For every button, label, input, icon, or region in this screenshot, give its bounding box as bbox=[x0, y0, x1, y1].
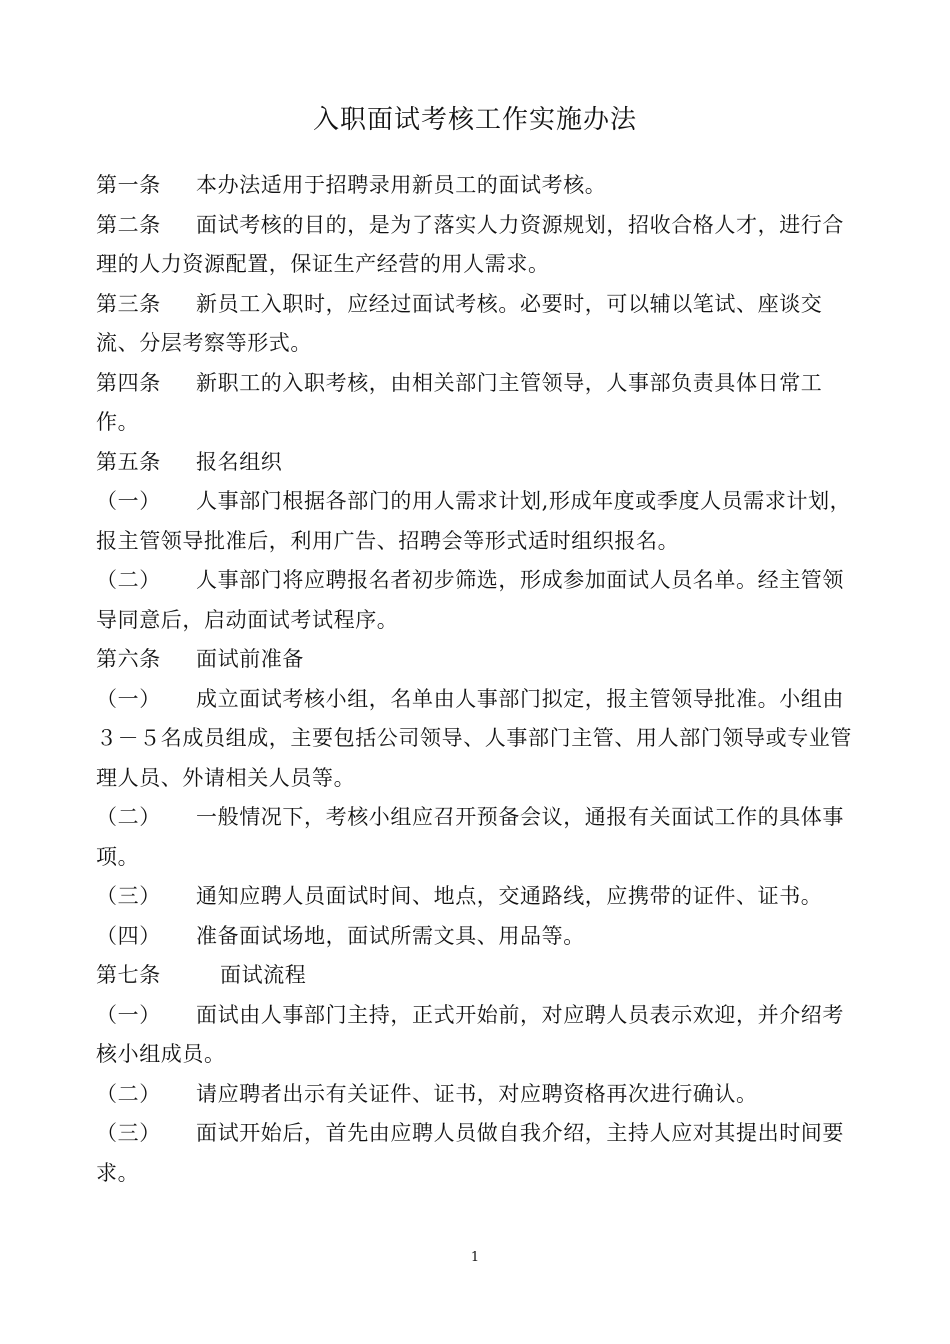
article-text: 面试考核的目的，是为了落实人力资源规划，招收合格人才，进行合理的人力资源配置，保证生产经营的用人需求。 bbox=[96, 212, 844, 276]
clause-6-4 bbox=[96, 917, 858, 957]
article-label: 第三条 bbox=[96, 291, 161, 316]
clause-text: 通知应聘人员面试时间、地点，交通路线，应携带的证件、证书。 bbox=[196, 884, 823, 908]
clause-text: 人事部门将应聘报名者初步筛选，形成参加面试人员名单。经主管领导同意后，启动面试考试程序。 bbox=[96, 568, 844, 632]
article-text: 新员工入职时，应经过面试考核。必要时，可以辅以笔试、座谈交流、分层考察等形式。 bbox=[96, 291, 823, 355]
document-body bbox=[96, 166, 858, 1193]
article-7 bbox=[96, 956, 858, 996]
article-label: 第六条 bbox=[96, 647, 161, 671]
clause-6-1 bbox=[96, 680, 858, 799]
clause-text: 准备面试场地，面试所需文具、用品等。 bbox=[196, 923, 585, 948]
clause-text: 人事部门根据各部门的用人需求计划,形成年度或季度人员需求计划，报主管领导批准后，利用广告、招聘会等形式适时组织报名。 bbox=[96, 489, 852, 553]
clause-text: 面试开始后，首先由应聘人员做自我介绍，主持人应对其提出时间要求。 bbox=[96, 1121, 844, 1185]
article-1 bbox=[96, 166, 858, 206]
article-text: 报名组织 bbox=[196, 449, 283, 474]
clause-7-3 bbox=[96, 1114, 858, 1193]
clause-label: （二） bbox=[96, 568, 161, 592]
clause-label: （一） bbox=[96, 686, 161, 711]
article-label: 第二条 bbox=[96, 212, 161, 237]
clause-text: 一般情况下，考核小组应召开预备会议，通报有关面试工作的具体事项。 bbox=[96, 805, 844, 869]
clause-7-2 bbox=[96, 1075, 858, 1115]
clause-text: 请应聘者出示有关证件、证书，对应聘资格再次进行确认。 bbox=[196, 1081, 758, 1106]
clause-label: （一） bbox=[96, 1002, 161, 1027]
article-label: 第五条 bbox=[96, 449, 161, 474]
clause-text: 面试由人事部门主持，正式开始前，对应聘人员表示欢迎，并介绍考核小组成员。 bbox=[96, 1002, 844, 1066]
clause-label: （一） bbox=[96, 489, 161, 513]
article-label: 第四条 bbox=[96, 370, 161, 395]
article-label: 第一条 bbox=[96, 173, 161, 197]
article-text: 本办法适用于招聘录用新员工的面试考核。 bbox=[196, 173, 607, 197]
article-5 bbox=[96, 443, 858, 483]
clause-label: （二） bbox=[96, 1081, 161, 1106]
article-text: 面试前准备 bbox=[196, 647, 304, 671]
clause-6-2 bbox=[96, 798, 858, 877]
clause-label: （四） bbox=[96, 923, 161, 948]
article-2 bbox=[96, 206, 858, 285]
article-text: 面试流程 bbox=[220, 963, 307, 987]
clause-7-1 bbox=[96, 996, 858, 1075]
article-3 bbox=[96, 285, 858, 364]
clause-label: （三） bbox=[96, 1121, 161, 1145]
clause-5-1 bbox=[96, 482, 858, 561]
clause-6-3 bbox=[96, 877, 858, 917]
article-label: 第七条 bbox=[96, 963, 161, 987]
article-4 bbox=[96, 364, 858, 443]
document-title: 入职面试考核工作实施办法 bbox=[312, 105, 637, 135]
clause-label: （三） bbox=[96, 884, 161, 908]
page-number: 1 bbox=[470, 1250, 480, 1265]
clause-5-2 bbox=[96, 561, 858, 640]
article-6 bbox=[96, 640, 858, 680]
clause-text: 成立面试考核小组，名单由人事部门拟定，报主管领导批准。小组由３－５名成员组成，主要包括公司领导、人事部门主管、用人部门领导或专业管理人员、外请相关人员等。 bbox=[96, 686, 852, 790]
article-text: 新职工的入职考核，由相关部门主管领导，人事部负责具体日常工作。 bbox=[96, 370, 823, 434]
clause-label: （二） bbox=[96, 805, 161, 829]
